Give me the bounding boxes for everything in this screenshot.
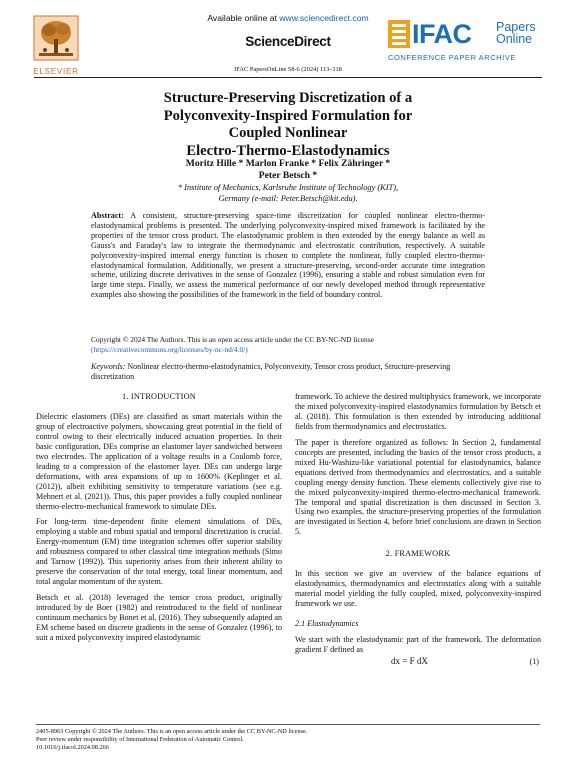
- paragraph: We start with the elastodynamic part of the framework. The deformation gradient F defined as: [295, 635, 541, 655]
- conference-archive-label: CONFERENCE PAPER ARCHIVE: [388, 53, 516, 62]
- footer-doi: 10.1016/j.ifacol.2024.08.266: [36, 744, 109, 751]
- paper-title: [60, 90, 516, 160]
- equation-expression: dx = F dX: [391, 655, 428, 666]
- affiliation-line: Germany (e-mail: Peter.Betsch@kit.edu).: [218, 194, 358, 203]
- elsevier-logo: [33, 15, 79, 76]
- affiliation-line: * Institute of Mechanics, Karlsruhe Institute of Technology (KIT),: [177, 183, 399, 192]
- sciencedirect-logo: ScienceDirect: [245, 34, 331, 49]
- papers-word: Papers: [496, 20, 536, 34]
- title-line: Structure-Preserving Discretization of a: [163, 90, 413, 106]
- authors-line: Peter Betsch *: [258, 170, 318, 181]
- license-link[interactable]: (https://creativecommons.org/licenses/by-nc-nd/4.0/): [91, 344, 248, 354]
- paragraph: In this section we give an overview of the balance equations of elastodynamics, thermodynamics and electrostatics along with a suitable material model yielding the fully coupled, mixed, polyconvexity-inspired framework we use.: [295, 569, 541, 609]
- title-line: Electro-Thermo-Elastodynamics: [186, 142, 390, 159]
- paragraph: For long-term time-dependent finite element simulations of DEs, employing a stable and robust spatial and temporal discretization is crucial. Energy-momentum (EM) time integration schemes offer superior stability and robustness compared to other classical time integration methods (Simo and Tarnow (1992)). This superiority arises from their inherent ability to preserve the conservation of the total energy, total linear momentum, and total angular momentum of the system.: [36, 517, 282, 587]
- abstract-text: A consistent, structure-preserving space-time discretization for coupled nonlinear electro-thermo-elastodynamical problems is presented. The underlying polyconvexity-inspired mixed framework is facilitated by the properties of the tensor cross product. The elastodynamic problem is then extended by the energy balance as well as Gauss's and Faraday's law to integrate the thermodynamic and electrostatic contribution, respectively. A suitable polyconvexity-inspired internal energy function is chosen to complete the nonlinear, fully coupled electro-thermo-elastodynamical formulation. Additionally, we present a structure-preserving, second-order accurate time integration scheme, utilizing discrete derivatives in the sense of Gonzalez (1996), ensuring a stable and robust simulation even for large time steps. Finally, we assess the numerical performance of our newly developed method through representative examples also showing the possibilities of the framework in the field of boundary control.: [91, 211, 486, 300]
- copyright-notice: [91, 335, 485, 354]
- journal-citation: IFAC PapersOnLine 58-6 (2024) 113–118: [234, 66, 342, 73]
- footer-peer-review: Peer review under responsibility of International Federation of Automatic Control.: [36, 736, 244, 743]
- abstract: [91, 211, 485, 300]
- equation-1: [295, 657, 541, 671]
- paragraph: framework. To achieve the desired multiphysics framework, we incorporate the mixed polyconvexity-inspired elastodynamics formulation by Betsch et al. (2018). This formulation is then extended by introducing additional fields from thermodynamics and electrostatics.: [295, 392, 541, 431]
- affiliation: [60, 182, 516, 204]
- subsection-heading-elastodynamics: 2.1 Elastodynamics: [295, 619, 359, 629]
- section-heading-introduction: 1. INTRODUCTION: [122, 392, 196, 401]
- footer-copyright: 2405-8963 Copyright © 2024 The Authors. This is an open access article under the CC BY-NC-ND license.: [36, 728, 308, 735]
- keywords: [91, 362, 485, 382]
- header-divider: [34, 77, 542, 78]
- keywords-text: Nonlinear electro-thermo-elastodynamics, Polyconvexity, Tensor cross product, Structure-preserving discretization: [91, 362, 451, 381]
- page-footer: [36, 728, 540, 752]
- sciencedirect-link[interactable]: www.sciencedirect.com: [279, 13, 369, 23]
- section-heading-framework: 2. FRAMEWORK: [385, 549, 451, 559]
- paragraph: The paper is therefore organized as follows: In Section 2, fundamental concepts are presented, including the basics of the tensor cross products, a mixed Hu-Washizu-like variational potential for elastodynamics, balance equations derived from thermodynamics and electrostatics, and a suitable coupling energy density function. These elements collectively give rise to the mixed polyconvexity-inspired thermo-electro-mechanical framework. The temporal and spatial discretization is then discussed in Section 3. Using two examples, the structure-preserving properties of the formulation are investigated in Section 4, before brief conclusions are drawn in Section 5.: [295, 437, 541, 537]
- keywords-label: Keywords:: [91, 362, 126, 371]
- title-line: Polyconvexity-Inspired Formulation for: [163, 107, 413, 124]
- author-list: [60, 158, 516, 182]
- online-word: Online: [496, 32, 533, 46]
- title-line: Coupled Nonlinear: [228, 125, 348, 142]
- paragraph: Betsch et al. (2018) leveraged the tensor cross product, originally introduced by de Boer (1982) and reintroduced to the field of nonlinear continuum mechanics by Bonet et al. (2016). They subsequently adapted an EM scheme based on discrete gradients in the sense of Gonzalez (1996), to suit a mixed polyconvexity inspired elastodynamic: [36, 593, 282, 642]
- elsevier-label: ELSEVIER: [33, 67, 79, 76]
- authors-line: Moritz Hille * Marlon Franke * Felix Zähringer *: [185, 158, 391, 169]
- equation-number: (1): [529, 656, 539, 666]
- left-column: [36, 392, 282, 649]
- elsevier-tree-icon: [33, 15, 79, 61]
- availability-prefix: Available online at: [207, 13, 280, 23]
- abstract-label: Abstract:: [91, 211, 124, 220]
- ifac-papers-online-logo: [388, 20, 548, 70]
- footer-divider: [36, 724, 540, 725]
- right-column: [295, 392, 541, 671]
- paragraph: Dielectric elastomers (DEs) are classified as smart materials within the group of electroactive polymers, showcasing great potential in the field of control owing to their electrically induced actuation properties. In their basic configuration, DEs comprise an elastomer layer sandwiched between two electrodes. The application of a voltage results in a Coulomb force, leading to a compression of the elastomer layer. DEs can undergo large deformations, with area expansions of up to 1600% (Keplinger et al. (2012)), albeit exhibiting sensitivity to temperature variations (see e.g. Mehnert et al. (2021)). Thus, this paper provides a fully coupled nonlinear thermo-electro-mechanical framework to simulate DEs.: [36, 411, 282, 511]
- papers-online-wordmark: [496, 21, 536, 45]
- copyright-line: Copyright © 2024 The Authors. This is an open access article under the CC BY-NC-ND license: [91, 335, 374, 344]
- ifac-wordmark: IFAC: [412, 19, 472, 49]
- ifac-emblem-icon: [388, 20, 410, 48]
